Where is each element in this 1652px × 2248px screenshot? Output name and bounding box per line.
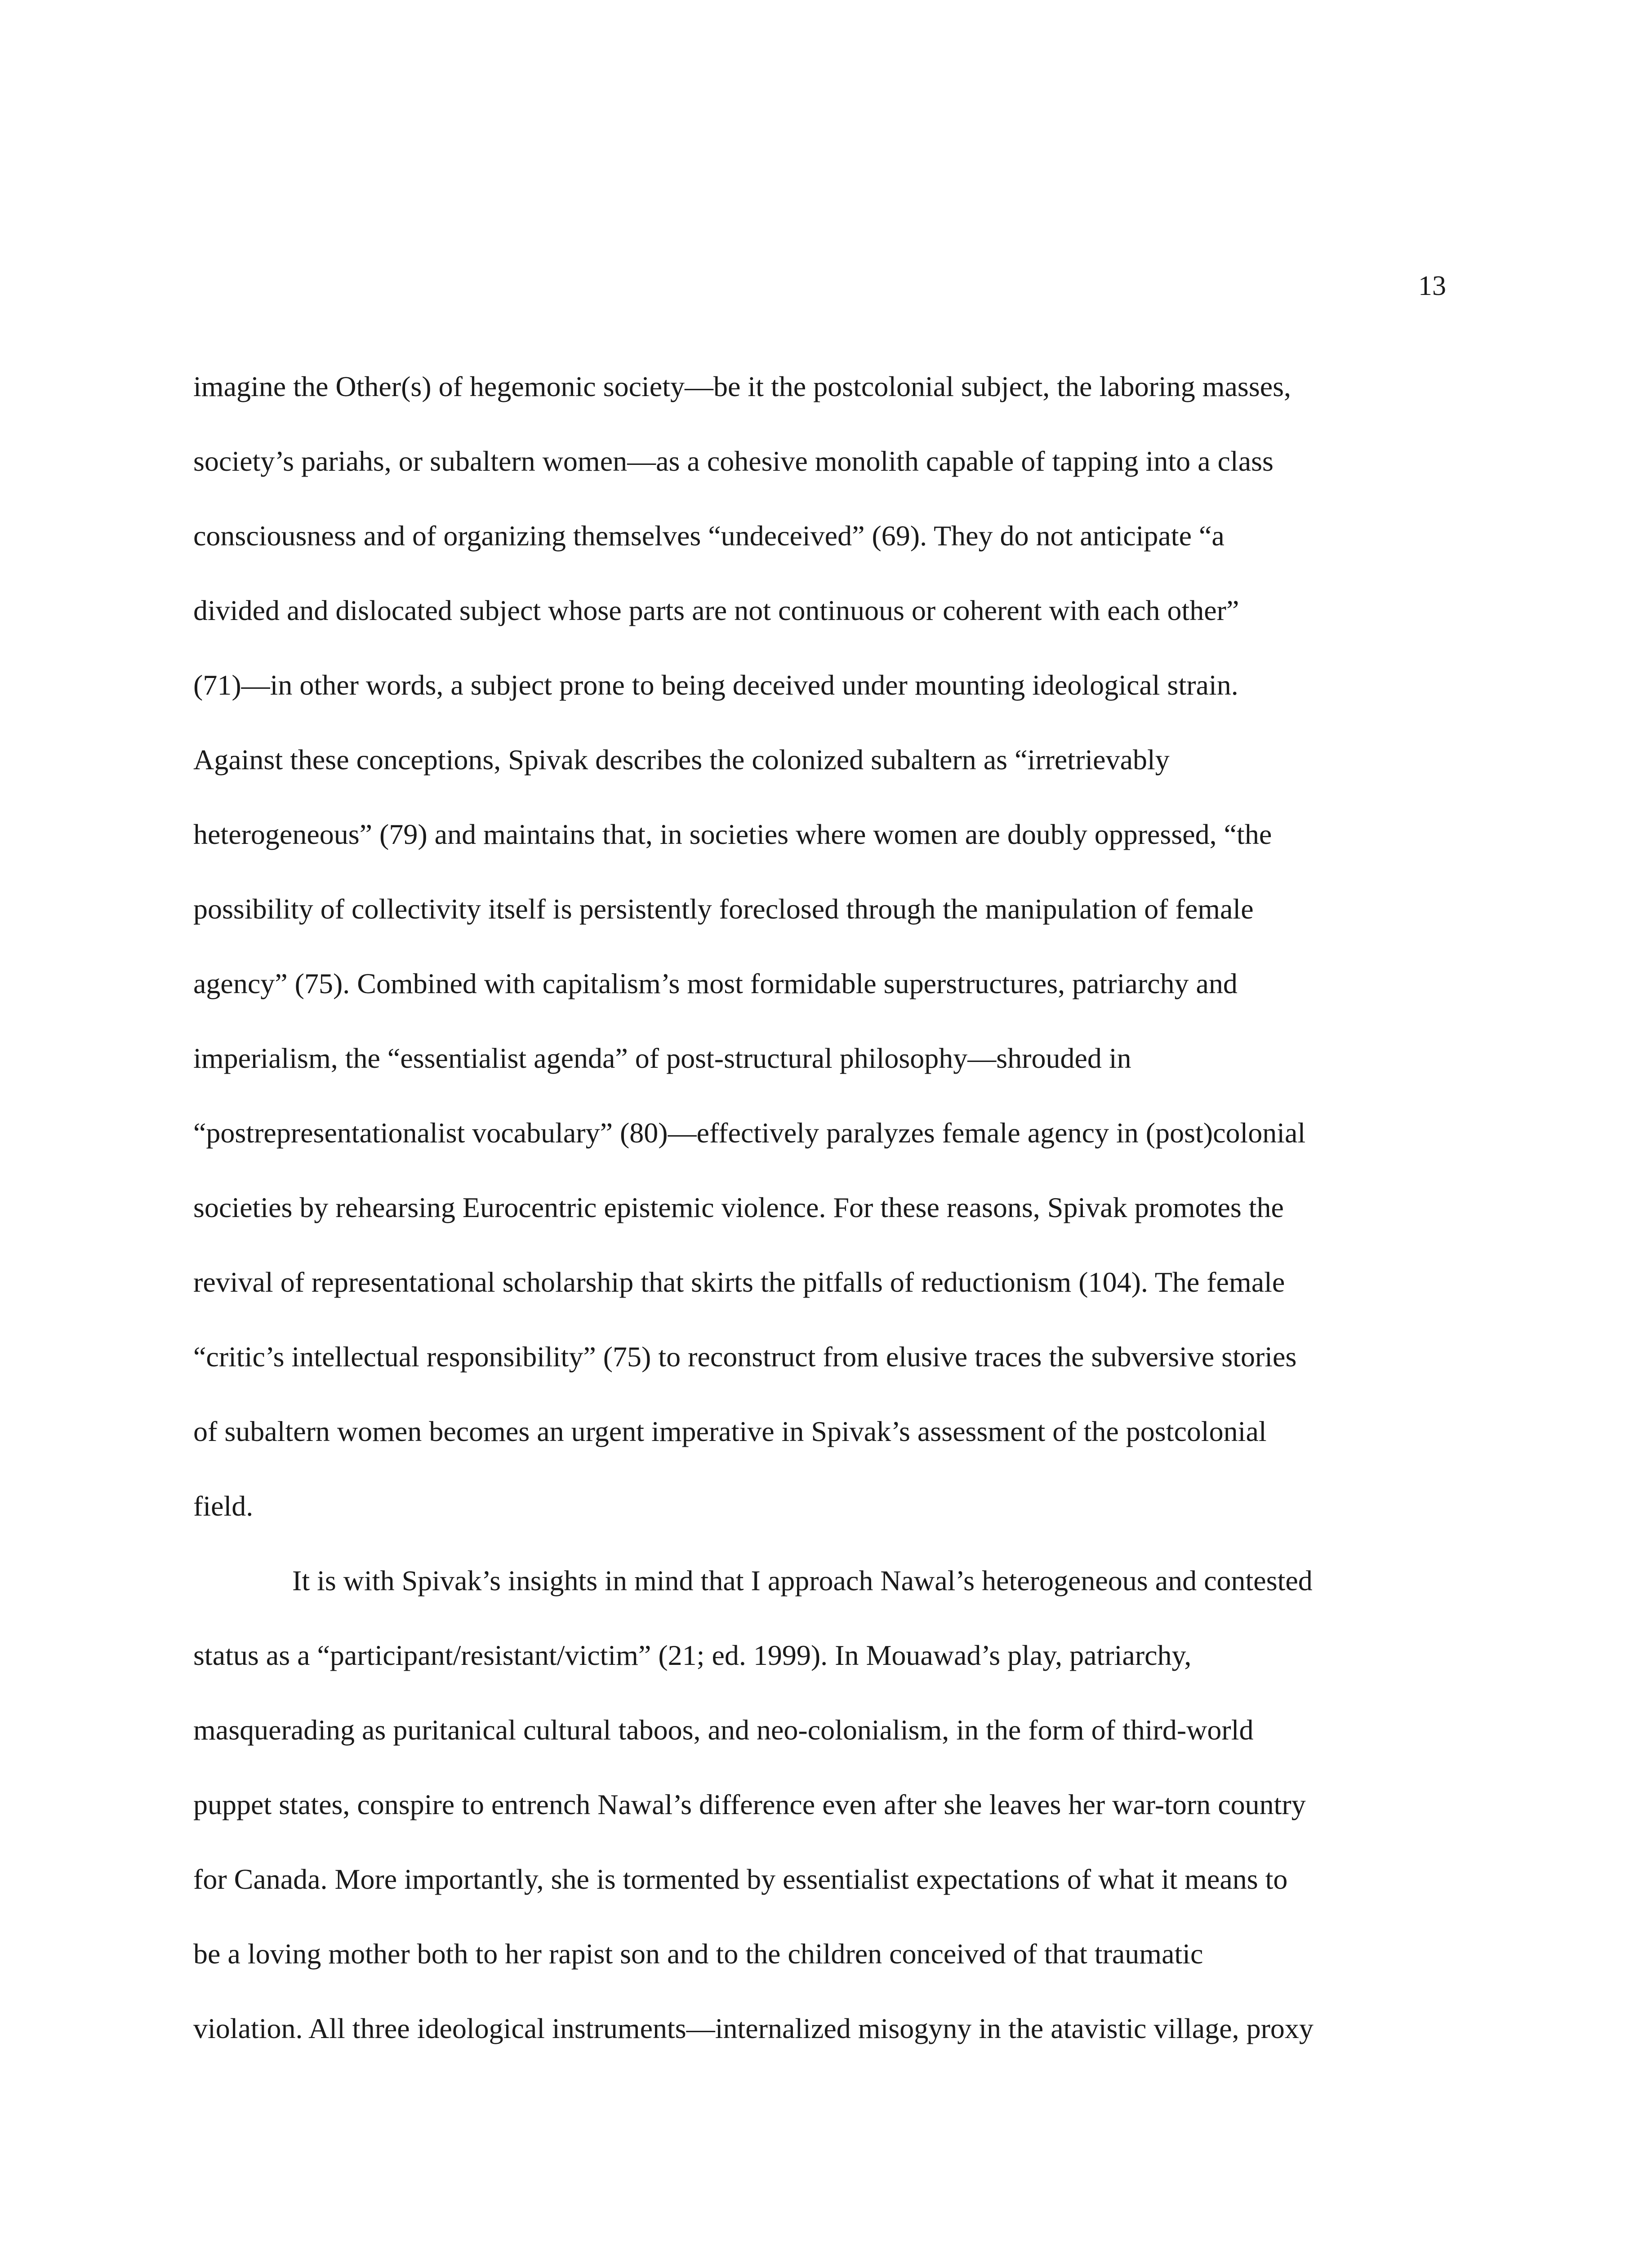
text-line: status as a “participant/resistant/victim” (21; ed. 1999). In Mouawad’s play, patriarchy, [193,1639,1192,1671]
text-line: of subaltern women becomes an urgent imperative in Spivak’s assessment of the postcolonial [193,1415,1267,1447]
text-line: possibility of collectivity itself is persistently foreclosed through the manipulation of female [193,893,1254,925]
text-line: be a loving mother both to her rapist son and to the children conceived of that traumatic [193,1938,1203,1970]
text-line: masquerading as puritanical cultural taboos, and neo-colonialism, in the form of third-world [193,1714,1254,1746]
text-line: imagine the Other(s) of hegemonic society—be it the postcolonial subject, the laboring masses, [193,370,1291,402]
text-line: consciousness and of organizing themselves “undeceived” (69). They do not anticipate “a [193,520,1225,552]
body-text [193,364,1459,2081]
paragraph-first-line: It is with Spivak’s insights in mind that I approach Nawal’s heterogeneous and contested [292,1565,1313,1597]
text-line: revival of representational scholarship that skirts the pitfalls of reductionism (104). The female [193,1266,1285,1298]
text-line: agency” (75). Combined with capitalism’s most formidable superstructures, patriarchy and [193,968,1238,999]
text-line: for Canada. More importantly, she is tormented by essentialist expectations of what it means to [193,1863,1288,1895]
text-line: societies by rehearsing Eurocentric epistemic violence. For these reasons, Spivak promotes the [193,1191,1284,1223]
text-line: “critic’s intellectual responsibility” (75) to reconstruct from elusive traces the subversive stories [193,1341,1297,1373]
text-line: Against these conceptions, Spivak describes the colonized subaltern as “irretrievably [193,744,1170,776]
text-line: field. [193,1490,254,1522]
page-number: 13 [1418,271,1446,301]
text-line: puppet states, conspire to entrench Nawal’s difference even after she leaves her war-torn country [193,1789,1306,1820]
text-line: heterogeneous” (79) and maintains that, in societies where women are doubly oppressed, “the [193,818,1272,850]
text-line: (71)—in other words, a subject prone to being deceived under mounting ideological strain. [193,669,1238,701]
text-line: society’s pariahs, or subaltern women—as a cohesive monolith capable of tapping into a class [193,445,1274,477]
text-line: violation. All three ideological instruments—internalized misogyny in the atavistic village, proxy [193,2012,1314,2044]
text-line: divided and dislocated subject whose parts are not continuous or coherent with each other” [193,594,1239,626]
text-line: “postrepresentationalist vocabulary” (80)—effectively paralyzes female agency in (post)colonial [193,1117,1306,1149]
text-line: imperialism, the “essentialist agenda” of post-structural philosophy—shrouded in [193,1042,1131,1074]
